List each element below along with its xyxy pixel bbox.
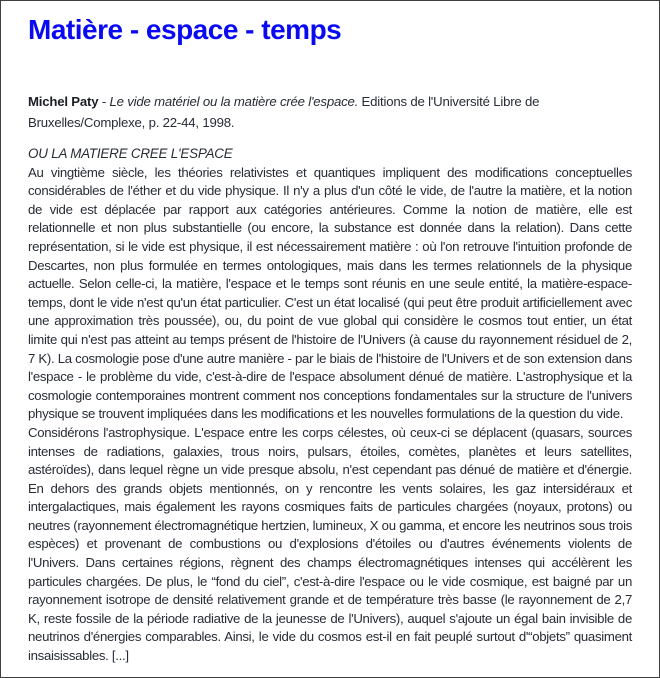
- page-title: Matière - espace - temps: [28, 14, 342, 45]
- section-heading: OU LA MATIERE CREE L'ESPACE: [28, 146, 233, 161]
- citation-work-title: Le vide matériel ou la matière crée l'espace.: [109, 94, 359, 109]
- paragraph-1: Au vingtième siècle, les théories relativistes et quantiques impliquent des modifications conceptuelles considérables de l'éther et du vide physique. Il n'y a plus d'un côté le vide, de l'autre la matière, et la notion de vide est déplacée par rapport aux catégories antérieures. Comme la notion de matière, elle est relationnelle et non plus substantielle (ou encore, la substance est donnée dans la relation). Dans cette représentation, si le vide est physique, il est nécessairement matière : où l'on retrouve l'intuition profonde de Descartes, non plus formulée en termes ontologiques, mais dans les termes relationnels de la physique actuelle. Selon celle-ci, la matière, l'espace et le temps sont réunis en une seule entité, la matière-espace-temps, dont le vide n'est qu'un état particulier. C'est un état localisé (qui peut être produit artificiellement avec une approximation très poussée), ou, du point de vue global qui considère le cosmos tout entier, un état limite qui n'est pas atteint au temps présent de l'histoire de l'Univers (à cause du rayonnement résiduel de 2, 7 K). La cosmologie pose d'une autre manière - par le biais de l'histoire de l'Univers et de son extension dans l'espace - le problème du vide, c'est-à-dire de l'espace absolument dénué de matière. L'astrophysique et la cosmologie contemporaines montrent comment nos conceptions fondamentales sur la structure de l'univers physique se trouvent impliquées dans les modifications et les nouvelles formulations de la question du vide.: [28, 164, 632, 422]
- paragraph-2: Considérons l'astrophysique. L'espace entre les corps célestes, où ceux-ci se déplacent (quasars, sources intenses de radiations, galaxies, trous noirs, pulsars, étoiles, comètes, planètes et leurs satellites, astéroïdes), dans lequel règne un vide presque absolu, n'est cependant pas dénué de matière et d'énergie. En dehors des grands objets mentionnés, on y rencontre les vents solaires, les gaz intersidéraux et intergalactiques, mais également les rayons cosmiques faits de particules chargées (noyaux, protons) ou neutres (rayonnement électromagnétique hertzien, lumineux, X ou gamma, et encore les neutrinos sous trois espèces) et provenant de combustions ou d'explosions d'étoiles ou d'autres événements violents de l'Univers. Dans certaines régions, règnent des champs électromagnétiques intenses qui accélèrent les particules chargées. De plus, le “fond du ciel”, c'est-à-dire l'espace ou le vide cosmique, est baigné par un rayonnement isotrope de densité relativement grande et de température très basse (le rayonnement de 2,7 K, reste fossile de la période radiative de la jeunesse de l'Univers), auquel s'ajoute un égal bain invisible de neutrinos d'énergies comparables. Ainsi, le vide du cosmos est-il en fait peuplé surtout d'“objets” quasiment insaisissables. [...]: [28, 424, 632, 664]
- citation-author: Michel Paty: [28, 94, 99, 109]
- citation-publisher: Editions de l'Université Libre de Bruxelles/Complexe, p. 22-44, 1998.: [28, 94, 540, 130]
- citation: [28, 91, 632, 133]
- citation-separator: -: [98, 94, 110, 109]
